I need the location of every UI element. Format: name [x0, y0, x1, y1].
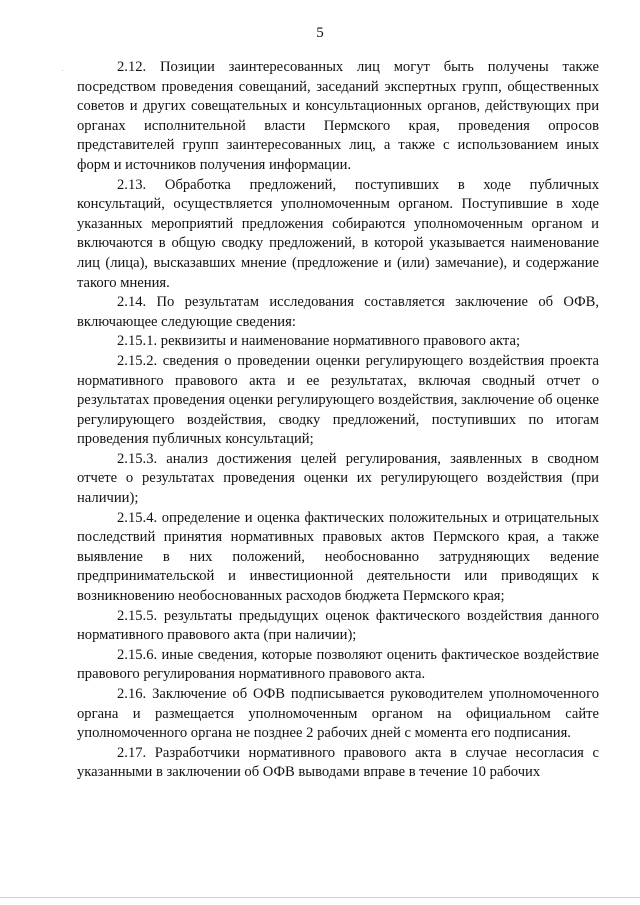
paragraph-2-15-5: 2.15.5. результаты предыдущих оценок фактического воздействия данного нормативного правового акта (при наличии);	[77, 607, 599, 644]
paragraph-2-16: 2.16. Заключение об ОФВ подписывается руководителем уполномоченного органа и размещается уполномоченным органом на официальном сайте уполномоченного органа не позднее 2 рабочих дней с момента его подписания.	[77, 686, 599, 742]
document-body	[77, 58, 599, 783]
paragraph-2-17: 2.17. Разработчики нормативного правового акта в случае несогласия с указанными в заключении об ОФВ выводами вправе в течение 10 рабочих	[77, 744, 599, 781]
paragraph-2-15-1: 2.15.1. реквизиты и наименование нормативного правового акта;	[117, 333, 521, 350]
scan-artifact	[62, 70, 63, 71]
paragraph-2-14: 2.14. По результатам исследования составляется заключение об ОФВ, включающее следующие сведения:	[77, 294, 599, 330]
paragraph-2-15-4: 2.15.4. определение и оценка фактических положительных и отрицательных последствий принятия нормативных правовых актов Пермского края, а также выявление в них положений, необоснованно затрудняющих ведение предпринимательской и инвестиционной деятельности или приводящих к возникновению необоснованных расходов бюджета Пермского края;	[77, 509, 599, 605]
paragraph-2-12: 2.12. Позиции заинтересованных лиц могут быть получены также посредством проведения совещаний, заседаний экспертных групп, общественных советов и других совещательных и консультационных органов, действующих при органах исполнительной власти Пермского края, проведения опросов представителей групп заинтересованных лиц, а также с использованием иных форм и источников получения информации.	[77, 59, 599, 173]
paragraph-2-15-3: 2.15.3. анализ достижения целей регулирования, заявленных в сводном отчете о результатах проведения оценки их регулирующего воздействия (при наличии);	[77, 450, 599, 507]
scan-bottom-edge	[0, 897, 640, 898]
paragraph-2-15-6: 2.15.6. иные сведения, которые позволяют оценить фактическое воздействие правового регулирования нормативного правового акта.	[77, 646, 599, 683]
paragraph-2-13: 2.13. Обработка предложений, поступивших в ходе публичных консультаций, осуществляется уполномоченным органом. Поступившие в ходе указанных мероприятий предложения собираются уполномоченным органом и включаются в общую сводку предложений, в которой указывается наименование лиц (лица), высказавших мнение (предложение и (или) замечание), и содержание такого мнения.	[77, 176, 599, 291]
paragraph-2-15-2: 2.15.2. сведения о проведении оценки регулирующего воздействия проекта нормативного правового акта и ее результатах, включая сводный отчет о результатах проведения оценки регулирующего воздействия, заключение об оценке регулирующего воздействия, сводку предложений, поступивших по итогам проведения публичных консультаций;	[77, 352, 599, 448]
page-number: 5	[316, 25, 324, 41]
